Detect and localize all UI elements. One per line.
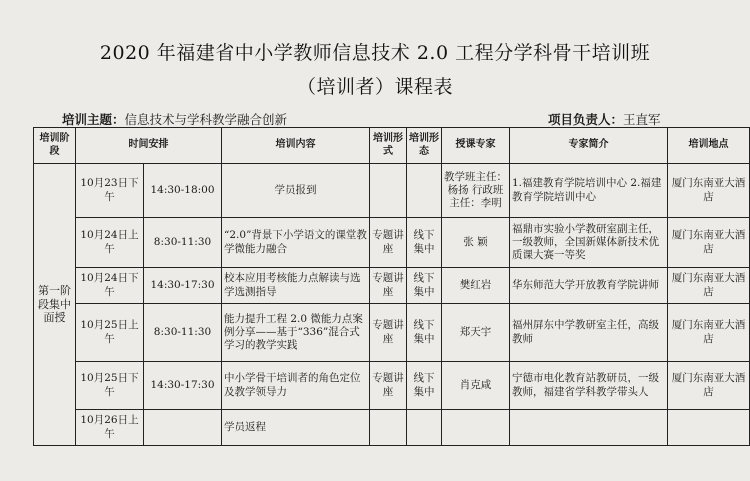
header-form: 培训形式 bbox=[370, 128, 407, 164]
expert-cell: 肖克咸 bbox=[442, 362, 510, 410]
content-cell: 校本应用考核能力点解读与选学选测指导 bbox=[222, 268, 370, 304]
time-cell: 8:30-11:30 bbox=[144, 218, 222, 268]
place-cell: 厦门东南亚大酒店 bbox=[668, 164, 750, 218]
bio-cell: 福鼎市实验小学教研室副主任，一级教师，全国新媒体新技术优质课大赛一等奖 bbox=[510, 218, 668, 268]
bio-cell bbox=[510, 410, 668, 446]
header-time: 时间安排 bbox=[76, 128, 222, 164]
theme-value: 信息技术与学科教学融合创新 bbox=[124, 112, 288, 127]
content-cell: 学员报到 bbox=[222, 164, 370, 218]
place-cell bbox=[668, 410, 750, 446]
time-cell: 8:30-11:30 bbox=[144, 304, 222, 362]
form-cell bbox=[370, 410, 407, 446]
header-content: 培训内容 bbox=[222, 128, 370, 164]
title-line-1: 2020 年福建省中小学教师信息技术 2.0 工程分学科骨干培训班 bbox=[99, 42, 651, 64]
table-row bbox=[34, 304, 750, 362]
mode-cell: 线下集中 bbox=[407, 304, 442, 362]
content-cell: 中小学骨干培训者的角色定位及教学领导力 bbox=[222, 362, 370, 410]
expert-cell: 樊红岩 bbox=[442, 268, 510, 304]
schedule-table bbox=[33, 127, 750, 446]
date-cell: 10月26日上午 bbox=[76, 410, 144, 446]
form-cell: 专题讲座 bbox=[370, 218, 407, 268]
time-cell bbox=[144, 410, 222, 446]
header-expert: 授课专家 bbox=[442, 128, 510, 164]
form-cell: 专题讲座 bbox=[370, 268, 407, 304]
bio-cell: 1.福建教育学院培训中心 2.福建教育学院培训中心 bbox=[510, 164, 668, 218]
place-cell: 厦门东南亚大酒店 bbox=[668, 218, 750, 268]
mode-cell: 线下集中 bbox=[407, 362, 442, 410]
place-cell: 厦门东南亚大酒店 bbox=[668, 268, 750, 304]
content-cell: 能力提升工程 2.0 微能力点案例分享——基于“336”混合式学习的教学实践 bbox=[222, 304, 370, 362]
form-cell: 专题讲座 bbox=[370, 362, 407, 410]
expert-cell bbox=[442, 410, 510, 446]
project-lead bbox=[548, 110, 661, 128]
mode-cell bbox=[407, 164, 442, 218]
header-row bbox=[34, 128, 750, 164]
mode-cell bbox=[407, 410, 442, 446]
table-row bbox=[34, 268, 750, 304]
content-cell: “2.0”背景下小学语文的课堂教学微能力融合 bbox=[222, 218, 370, 268]
mode-cell: 线下集中 bbox=[407, 268, 442, 304]
header-mode: 培训形态 bbox=[407, 128, 442, 164]
table-row bbox=[34, 410, 750, 446]
place-cell: 厦门东南亚大酒店 bbox=[668, 304, 750, 362]
lead-value: 王直军 bbox=[623, 112, 661, 127]
bio-cell: 华东师范大学开放教育学院讲师 bbox=[510, 268, 668, 304]
date-cell: 10月25日上午 bbox=[76, 304, 144, 362]
stage-cell: 第一阶段集中面授 bbox=[34, 164, 76, 446]
form-cell bbox=[370, 164, 407, 218]
theme-label: 培训主题： bbox=[62, 112, 125, 127]
form-cell: 专题讲座 bbox=[370, 304, 407, 362]
place-cell: 厦门东南亚大酒店 bbox=[668, 362, 750, 410]
date-cell: 10月23日下午 bbox=[76, 164, 144, 218]
table-row bbox=[34, 218, 750, 268]
header-bio: 专家简介 bbox=[510, 128, 668, 164]
date-cell: 10月24日上午 bbox=[76, 218, 144, 268]
header-place: 培训地点 bbox=[668, 128, 750, 164]
expert-cell: 教学班主任：杨扬 行政班主任：李明 bbox=[442, 164, 510, 218]
expert-cell: 张 颖 bbox=[442, 218, 510, 268]
title-line-2: （培训者）课程表 bbox=[296, 76, 453, 98]
lead-label: 项目负责人： bbox=[548, 112, 624, 127]
date-cell: 10月24日下午 bbox=[76, 268, 144, 304]
expert-cell: 郑天宇 bbox=[442, 304, 510, 362]
table-row bbox=[34, 164, 750, 218]
time-cell: 14:30-17:30 bbox=[144, 268, 222, 304]
time-cell: 14:30-17:30 bbox=[144, 362, 222, 410]
table-row bbox=[34, 362, 750, 410]
header-stage: 培训阶段 bbox=[34, 128, 76, 164]
bio-cell: 福州屏东中学教研室主任，高级教师 bbox=[510, 304, 668, 362]
date-cell: 10月25日下午 bbox=[76, 362, 144, 410]
mode-cell: 线下集中 bbox=[407, 218, 442, 268]
training-theme bbox=[62, 110, 287, 128]
bio-cell: 宁德市电化教育站教研员，一级教师，福建省学科教学带头人 bbox=[510, 362, 668, 410]
content-cell: 学员返程 bbox=[222, 410, 370, 446]
time-cell: 14:30-18:00 bbox=[144, 164, 222, 218]
